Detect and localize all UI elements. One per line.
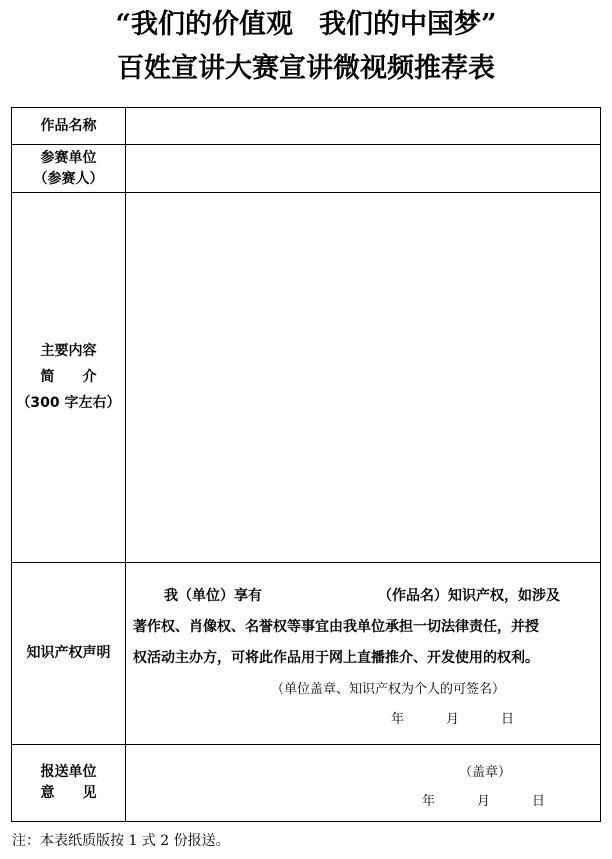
report-label-line-2: 意 见: [40, 785, 97, 801]
report-day-label: 日: [532, 794, 546, 809]
summary-label-line-1: 主要内容: [40, 343, 97, 359]
summary-label-line-3: （300 字左右）: [16, 395, 121, 411]
summary-label: [12, 193, 126, 563]
ip-year-label: 年: [391, 712, 405, 727]
recommendation-form-table: [11, 107, 601, 822]
page-title-line-2: 百姓宣讲大赛宣讲微视频推荐表: [117, 53, 495, 84]
ip-statement-cell: [126, 563, 601, 745]
work-name-label: 作品名称: [12, 108, 126, 145]
footnote: 注：本表纸质版按 1 式 2 份报送。: [12, 833, 230, 849]
summary-field[interactable]: [126, 193, 601, 563]
report-month-label: 月: [477, 794, 491, 809]
report-date: [422, 790, 545, 809]
ip-month-label: 月: [446, 712, 460, 727]
entrant-field[interactable]: [126, 145, 601, 193]
ip-statement-text: [133, 581, 596, 674]
ip-text-part-3: 著作权、肖像权、名誉权等事宜由我单位承担一切法律责任，并授: [133, 619, 539, 635]
report-label-line-1: 报送单位: [40, 764, 97, 780]
entrant-label-line-2: （参赛人）: [33, 170, 104, 187]
title-part-dream: 我们的中国梦”: [319, 9, 497, 40]
seal-label: （盖章）: [459, 765, 512, 780]
entrant-label: [12, 145, 126, 193]
ip-text-part-4: 权活动主办方，可将此作品用于网上直播推介、开发使用的权利。: [133, 650, 539, 666]
ip-text-part-1: 我（单位）享有: [164, 588, 262, 604]
ip-date: [391, 708, 514, 727]
report-opinion-label: [12, 745, 126, 822]
title-part-values: “我们的价值观: [115, 9, 293, 40]
work-name-field[interactable]: [126, 108, 601, 145]
report-opinion-cell[interactable]: [126, 745, 601, 822]
ip-statement-label: 知识产权声明: [12, 563, 126, 745]
ip-signature-note: （单位盖章、知识产权为个人的可签名）: [270, 682, 505, 697]
entrant-label-line-1: 参赛单位: [40, 149, 97, 166]
ip-text-part-2: （作品名）知识产权，如涉及: [378, 588, 560, 604]
report-year-label: 年: [422, 794, 436, 809]
summary-label-line-2: 简 介: [40, 369, 97, 385]
page-title-line-1: [0, 8, 612, 42]
ip-day-label: 日: [501, 712, 515, 727]
